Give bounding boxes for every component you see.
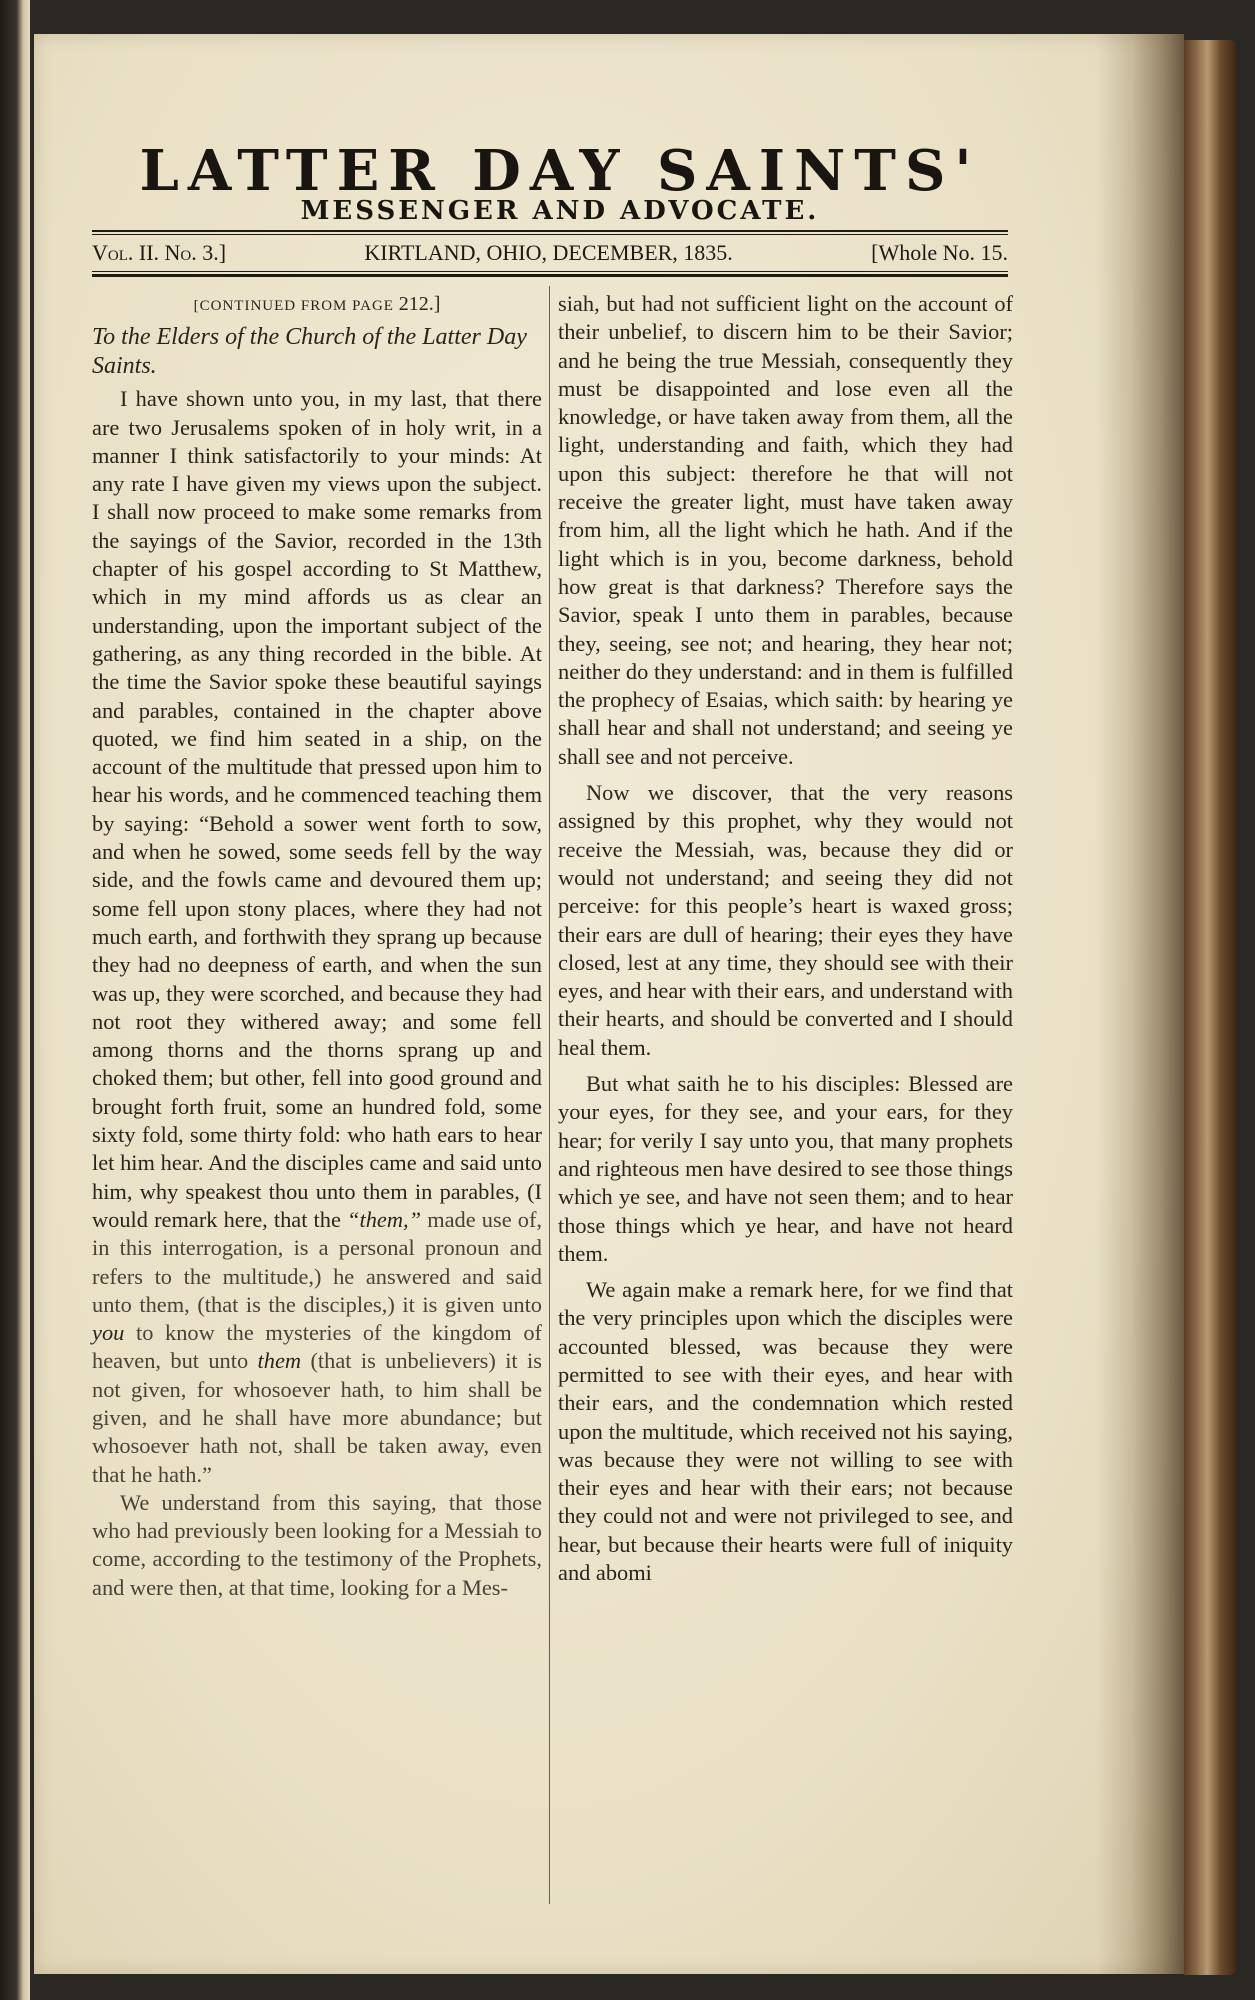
paragraph-5: We again make a remark here, for we find that the very principles upon which the disciples were accounted blessed, was because they were permitted to see with their eyes, and hear with their ears, and the condemnation which rested upon the multitude, which received not his saying, was because they were not willing to see with their eyes and hear with their ears; not because they could not and were not privileged to see, and hear, but because their hearts were full of iniquity and abomi [558, 1277, 1013, 1586]
dateline-place-date: KIRTLAND, OHIO, DECEMBER, 1835. [364, 240, 733, 265]
continued-page-number: 212.] [398, 293, 441, 315]
paragraph-3: Now we discover, that the very reasons assigned by this prophet, why they would not receive the Messiah, was, because they did or would not understand; and seeing they did not perceive: for this people’s heart is waxed gross; their ears are dull of hearing; their eyes they have closed, lest at any time, they should see with their eyes, and hear with their ears, and understand with their hearts, and should be converted and I should heal them. [558, 780, 1013, 1060]
book-binding [1184, 40, 1236, 1975]
column-right [558, 290, 1013, 1587]
rule-top-thin [92, 234, 1008, 235]
column-divider [549, 286, 550, 1904]
dateline-whole-number: [Whole No. 15. [871, 240, 1008, 265]
paragraph-1-em-them-2: them [257, 1348, 302, 1374]
masthead-title: LATTER DAY SAINTS' [139, 138, 981, 204]
paragraph-1-text-c: to know the mysteries of the kingdom of heaven, but unto [92, 1320, 542, 1374]
column-left [92, 290, 542, 1602]
continued-notice [92, 290, 542, 320]
rule-bottom-thick [92, 274, 1008, 277]
paragraph-1 [92, 385, 542, 1489]
paragraph-4: But what saith he to his disciples: Blessed are your eyes, for they see, and your ears, for they hear; for verily I say unto you, that many prophets and righteous men have desired to see those things which ye see, and have not seen them; and to hear those things which ye hear, and have not heard them. [558, 1071, 1013, 1266]
dateline [92, 238, 1008, 268]
paragraph-2-start: We understand from this saying, that those who had previously been looking for a Messiah to come, according to the testimony of the Prophets, and were then, at that time, looking for a Mes- [92, 1489, 542, 1600]
article-heading: To the Elders of the Church of the Latter Day Saints. [92, 324, 527, 380]
rule-bottom-thin [92, 271, 1008, 272]
dateline-volume-number [92, 240, 226, 266]
number-label: No. 3.] [164, 240, 227, 265]
adjacent-page-edge [0, 0, 30, 2000]
paragraph-1-text: I have shown unto you, in my last, that there are two Jerusalems spoken of in holy writ, in a manner I think satisfactorily to your minds: At any rate I have given my views upon the subject. I shall now proceed to make some remarks from the sayings of the Savior, recorded in the 13th chapter of his gospel according to St Matthew, which in my mind affords us as clear an understanding, upon the important subject of the gathering, as any thing recorded in the bible. At the time the Savior spoke these beautiful sayings and parables, contained in the chapter above quoted, we find him seated in a ship, on the account of the multitude that pressed upon him to hear his words, and he commenced teaching them by saying: “Behold a sower went forth to sow, and when he sowed, some seeds fell by the way side, and the fowls came and devoured them up; some fell upon stony places, where they had not much earth, and forthwith they sprang up because they had no deepness of earth, and when the sun was up, they were scorched, and because they had not root they withered away; and some fell among thorns and the thorns sprang up and choked them; but other, fell into good ground and brought forth fruit, some an hundred fold, some sixty fold, some thirty fold: who hath ears to hear let him hear. And the disciples came and said unto him, why speakest thou unto them in parables, (I would remark here, that the [92, 386, 542, 1232]
paragraph-1-text-d: (that is unbelievers) it is not given, for whosoever hath, to him shall be given, and he shall have more abundance; but whosoever hath not, shall be taken away, even that he hath.” [92, 1348, 542, 1487]
page-gutter-shadow [1096, 34, 1184, 1974]
paragraph-1-em-you: you [92, 1320, 125, 1346]
continued-prefix: [CONTINUED FROM PAGE [193, 298, 394, 314]
paragraph-2-continued: siah, but had not sufficient light on the account of their unbelief, to discern him to be their Savior; and he being the true Messiah, consequently they must be disappointed and lose even all the knowledge, or have taken away from them, all the light, understanding and faith, which they had upon this subject: therefore he that will not receive the greater light, must have taken away from him, all the light which he hath. And if the light which is in you, become darkness, behold how great is that darkness? Therefore says the Savior, speak I unto them in parables, because they, seeing, see not; and hearing, they hear not; neither do they understand: and in them is fulfilled the prophecy of Esaias, which saith: by hearing ye shall hear and shall not understand; and seeing ye shall see and not perceive. [558, 291, 1013, 769]
volume-label: Vol. II. [92, 240, 160, 265]
paragraph-1-text-b: made use of, in this interrogation, is a personal pronoun and refers to the multitude,) he answered and said unto them, (that is the disciples,) it is given unto [92, 1206, 543, 1317]
rule-top-thick [92, 230, 1008, 232]
masthead-subtitle: MESSENGER AND ADVOCATE. [300, 196, 820, 226]
paragraph-1-em-them: “them,” [347, 1206, 422, 1232]
